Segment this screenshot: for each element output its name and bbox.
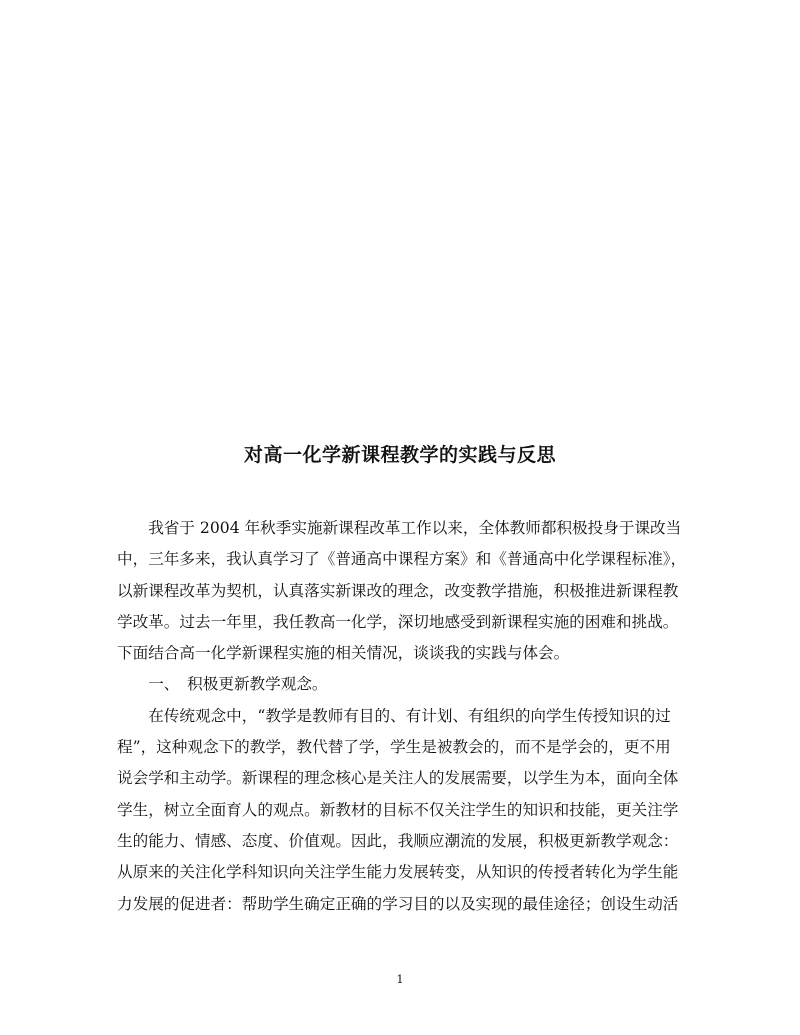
document-title: 对高一化学新课程教学的实践与反思: [243, 444, 556, 466]
body-line: 力发展的促进者：帮助学生确定正确的学习目的以及实现的最佳途径；创设生动活: [117, 894, 679, 913]
body-line: 在传统观念中，“教学是教师有目的、有计划、有组织的向学生传授知识的过: [117, 706, 671, 725]
body-line: 以新课程改革为契机，认真落实新课改的理念，改变教学措施，积极推进新课程教: [117, 581, 679, 600]
document-body: [117, 513, 690, 920]
body-line: 从原来的关注化学科知识向关注学生能力发展转变，从知识的传授者转化为学生能: [117, 863, 679, 882]
body-line: 程”，这种观念下的教学，教代替了学，学生是被教会的，而不是学会的，更不用: [117, 738, 671, 757]
body-line: 生的能力、情感、态度、价值观。因此，我顺应潮流的发展，积极更新教学观念：: [117, 831, 679, 850]
section-heading: 一、 积极更新教学观念。: [117, 675, 328, 694]
body-line: 学生，树立全面育人的观点。新教材的目标不仅关注学生的知识和技能，更关注学: [117, 800, 679, 819]
body-line: 中，三年多来，我认真学习了《普通高中课程方案》和《普通高中化学课程标准》，: [117, 550, 687, 569]
body-line: 我省于 2004 年秋季实施新课程改革工作以来，全体教师都积极投身于课改当: [117, 519, 682, 537]
body-line: 下面结合高一化学新课程实施的相关情况，谈谈我的实践与体会。: [117, 644, 570, 663]
page-number: 1: [396, 973, 404, 986]
body-line: 学改革。过去一年里，我任教高一化学，深切地感受到新课程实施的困难和挑战。: [117, 612, 679, 631]
body-line: 说会学和主动学。新课程的理念核心是关注人的发展需要，以学生为本，面向全体: [117, 769, 679, 788]
